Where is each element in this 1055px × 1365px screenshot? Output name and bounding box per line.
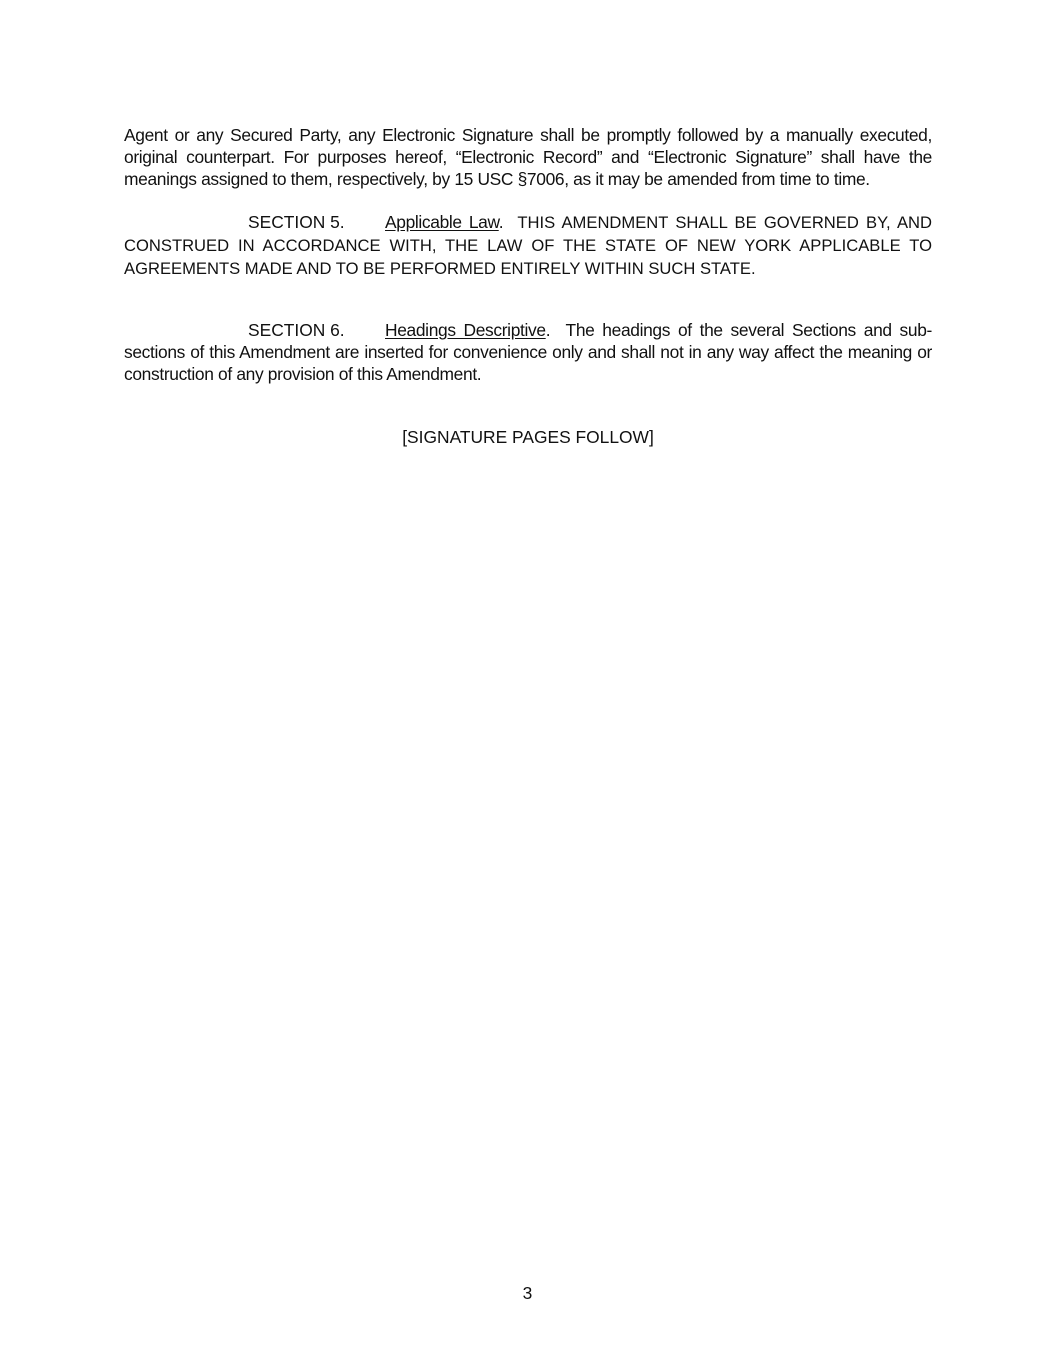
section-6-heading: Headings Descriptive <box>385 320 546 340</box>
continuation-text: Agent or any Secured Party, any Electronic Signature shall be promptly followed by a manually executed, original counterpart. For purposes hereof, “Electronic Record” and “Electronic Signature” shall have the meanings assigned to them, respectively, by 15 USC §7006, as it may be amended from time to time. <box>124 125 932 189</box>
section-5-body: THIS AMENDMENT SHALL BE GOVERNED BY, AND CONSTRUED IN ACCORDANCE WITH, THE LAW OF THE STATE OF NEW YORK APPLICABLE TO AGREEMENTS MADE AND TO BE PERFORMED ENTIRELY WITHIN SUCH STATE. <box>124 213 932 278</box>
section-5-heading-punct: . <box>498 212 504 232</box>
section-5-number: SECTION 5. <box>248 212 345 232</box>
page-number: 3 <box>522 1283 533 1303</box>
section-5-heading: Applicable Law <box>385 212 499 232</box>
section-6-heading-punct: . <box>545 320 551 340</box>
continuation-paragraph <box>124 124 932 190</box>
signature-pages-note: [SIGNATURE PAGES FOLLOW] <box>402 427 654 447</box>
section-6-paragraph <box>124 319 932 385</box>
section-6-number: SECTION 6. <box>248 320 345 340</box>
section-5-paragraph <box>124 211 932 280</box>
section-6-body: The headings of the several Sections and sub-sections of this Amendment are inserted for convenience only and shall not in any way affect the meaning or construction of any provision of this Amendment. <box>124 320 932 384</box>
